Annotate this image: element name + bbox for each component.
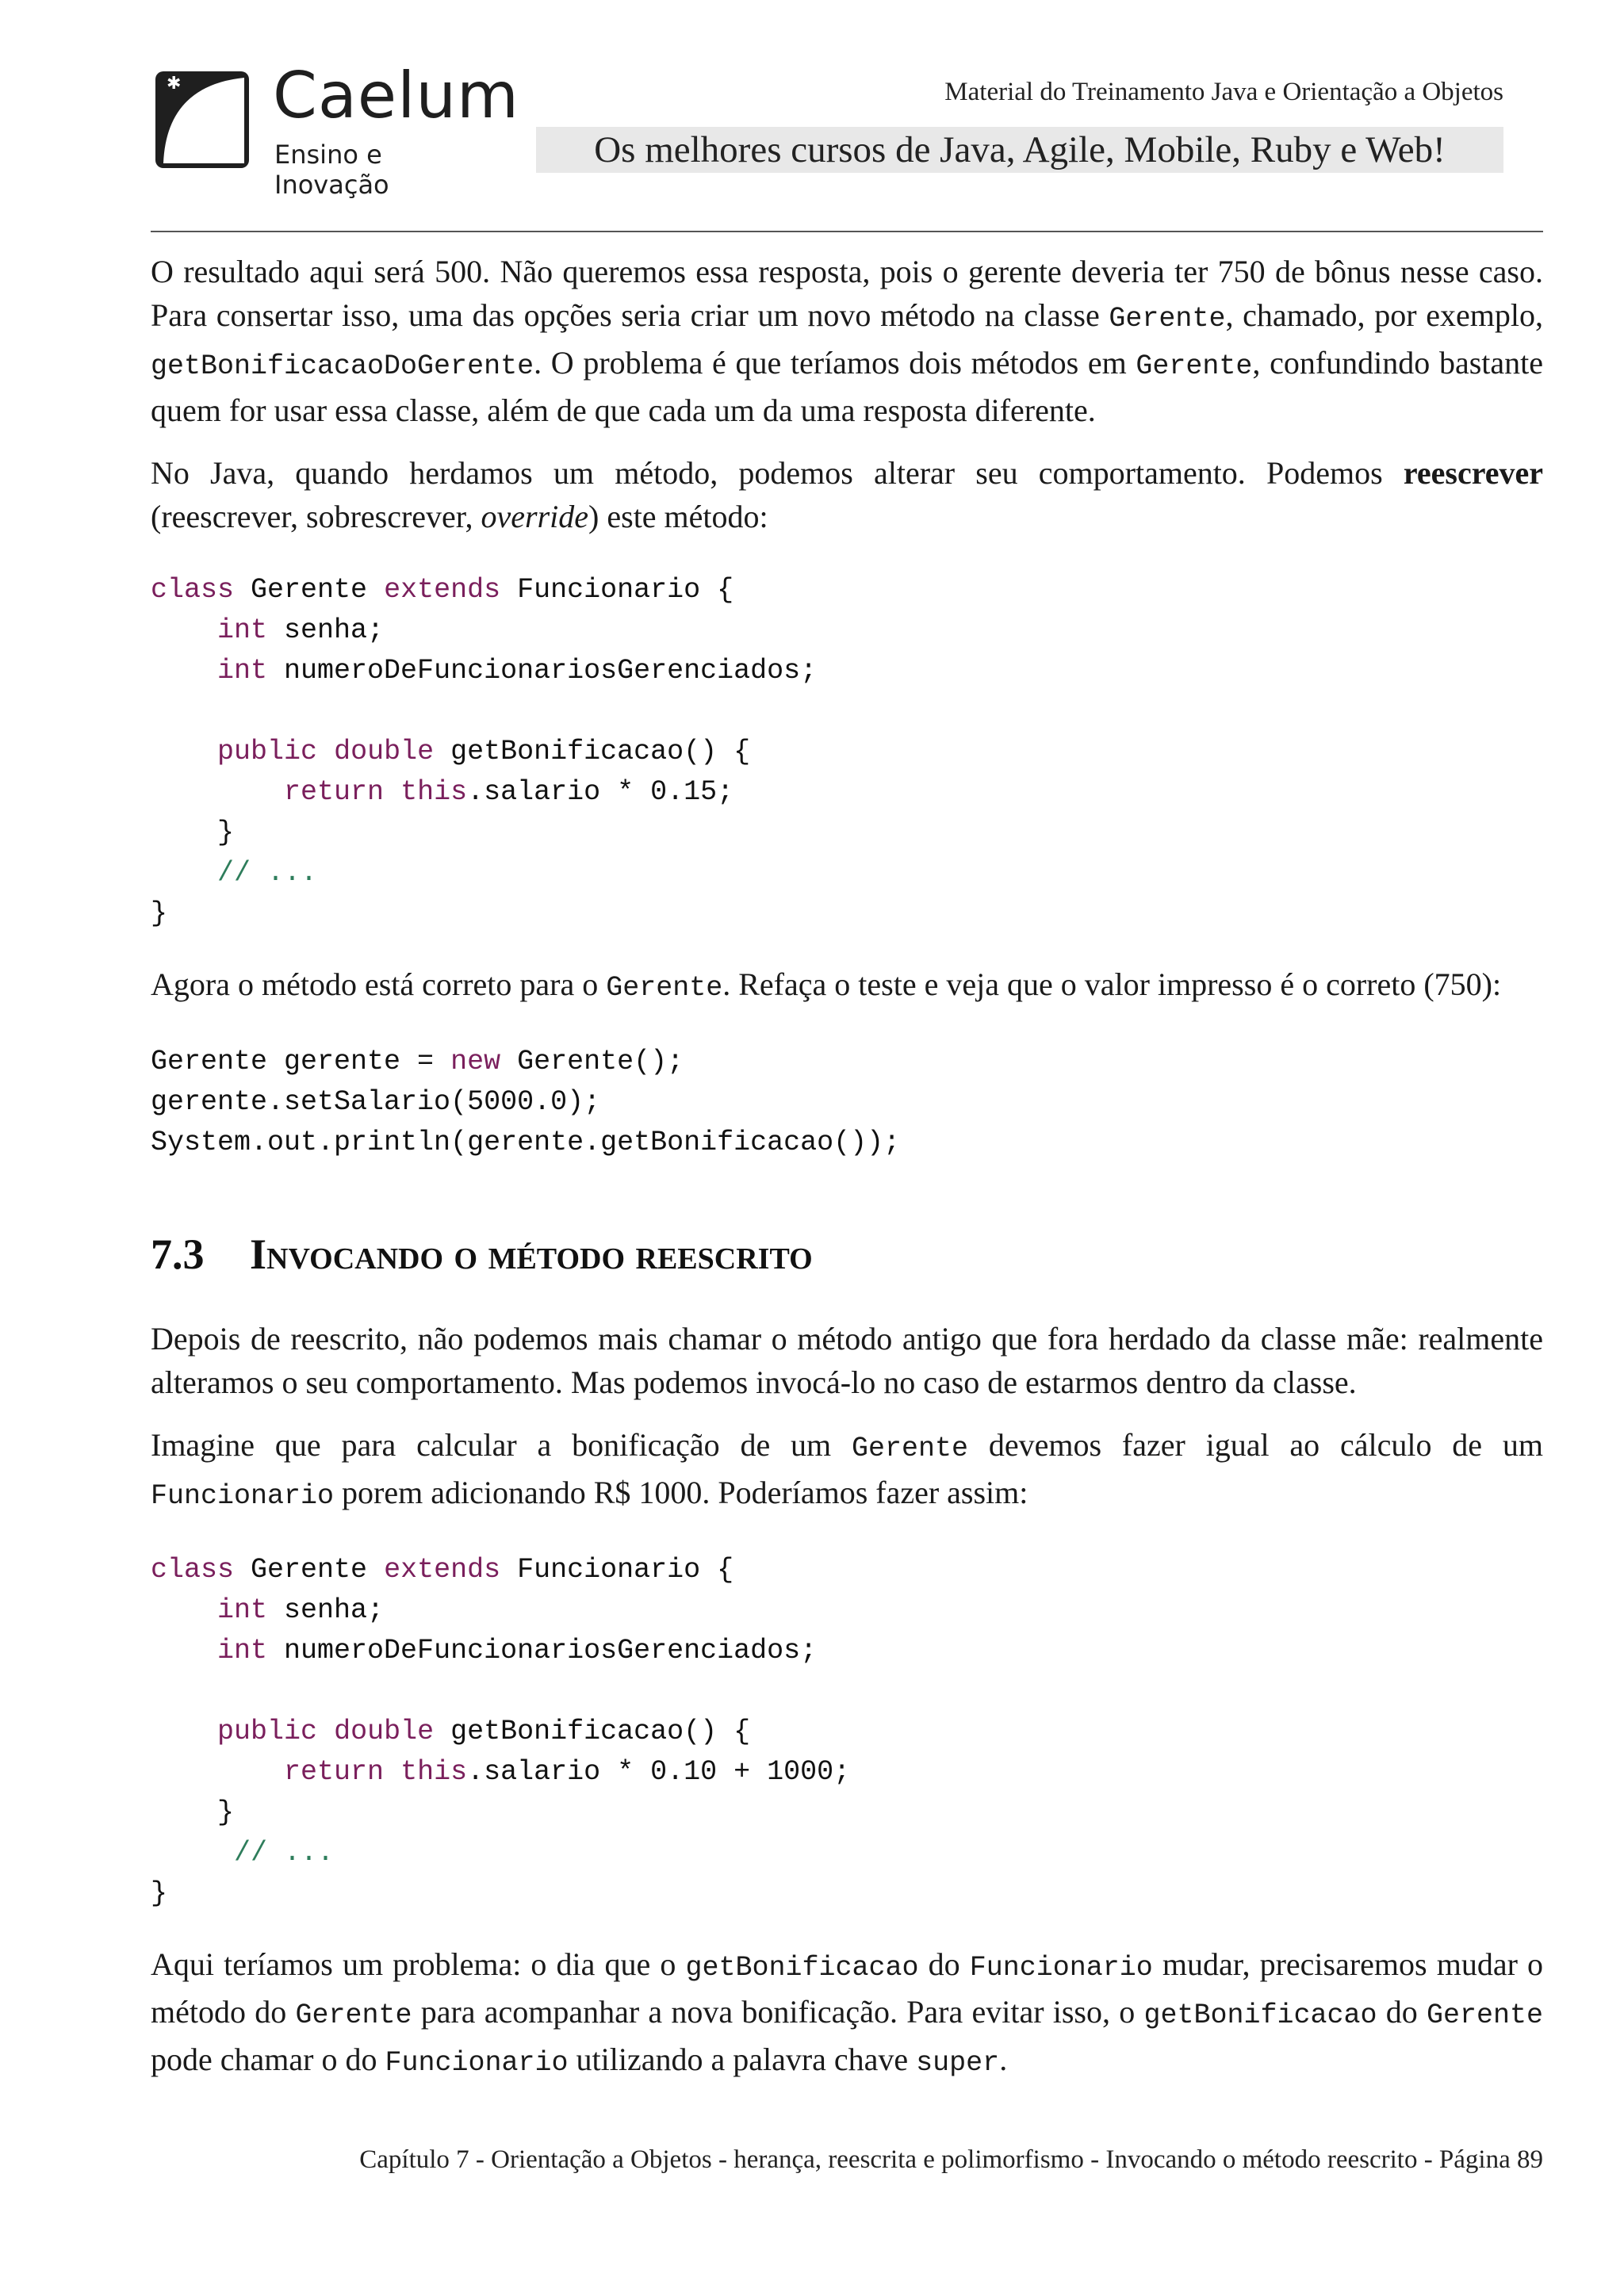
paragraph-4: Depois de reescrito, não podemos mais chamar o método antigo que fora herdado da classe mãe: realmente alteramos o seu comportamento. Mas podemos invocá-lo no caso de estarmos dentro da classe.	[151, 1321, 1543, 1400]
inline-code: Gerente	[606, 972, 723, 1004]
inline-code: Gerente	[1136, 350, 1253, 382]
logo-mark-icon	[155, 71, 249, 168]
logo-tagline: Ensino e Inovação	[274, 140, 389, 200]
inline-code: Gerente	[1426, 1999, 1543, 2031]
inline-code: super	[916, 2047, 1000, 2079]
header-divider	[151, 231, 1543, 232]
paragraph-2: No Java, quando herdamos um método, podemos alterar seu comportamento. Podemos reescrever (reescrever, sobrescrever, override) este método:	[151, 455, 1543, 534]
caelum-logo	[155, 59, 519, 200]
paragraph-3: Agora o método está correto para o Gerente. Refaça o teste e veja que o valor impresso é o correto (750):	[151, 966, 1502, 1004]
inline-code: Funcionario	[151, 1480, 335, 1512]
inline-code: Gerente	[295, 1999, 412, 2031]
paragraph-5: Imagine que para calcular a bonificação de um Gerente devemos fazer igual ao cálculo de um Funcionario porem adicionando R$ 1000. Poderíamos fazer assim:	[151, 1427, 1543, 1512]
bold-term: reescrever	[1403, 455, 1543, 491]
section-number: 7.3	[151, 1230, 205, 1278]
page-footer: Capítulo 7 - Orientação a Objetos - herança, reescrita e polimorfismo - Invocando o método reescrito - Página 89	[359, 2145, 1543, 2174]
inline-code: getBonificacao	[685, 1952, 919, 1984]
page-header	[0, 0, 1624, 200]
inline-code: Gerente	[852, 1433, 969, 1464]
svg-text:✱: ✱	[167, 74, 182, 94]
inline-code: Funcionario	[969, 1952, 1153, 1984]
code-block-1: class Gerente extends Funcionario { int senha; int numeroDeFuncionariosGerenciados; public double getBonificacao() { return this.salario * 0.15; } // ... }	[151, 574, 818, 929]
code-block-2: Gerente gerente = new Gerente(); gerente.setSalario(5000.0); System.out.println(gerente.getBonificacao());	[151, 1046, 901, 1158]
logo-name: Caelum	[273, 59, 519, 132]
italic-term: override	[481, 499, 589, 534]
section-heading	[151, 1226, 1543, 1282]
paragraph-1: O resultado aqui será 500. Não queremos essa resposta, pois o gerente deveria ter 750 de bônus nesse caso. Para consertar isso, uma das opções seria criar um novo método na classe Gerente, chamado, por exemplo, getBonificacaoDoGerente. O problema é que teríamos dois métodos em Gerente, confundindo bastante quem for usar essa classe, além de que cada um da uma resposta diferente.	[151, 254, 1543, 428]
page-content	[151, 250, 1543, 2104]
paragraph-6: Aqui teríamos um problema: o dia que o getBonificacao do Funcionario mudar, precisaremos mudar o método do Gerente para acompanhar a nova bonificação. Para evitar isso, o getBonificacao do Gerente pode chamar o do Funcionario utilizando a palavra chave super.	[151, 1946, 1544, 2079]
inline-code: Gerente	[1109, 303, 1226, 335]
inline-code: getBonificacao	[1143, 1999, 1377, 2031]
inline-code: getBonificacaoDoGerente	[151, 350, 534, 382]
section-title: Invocando o método reescrito	[250, 1230, 813, 1278]
header-banner: Os melhores cursos de Java, Agile, Mobile, Ruby e Web!	[536, 127, 1503, 173]
inline-code: Funcionario	[385, 2047, 569, 2079]
header-course-title: Material do Treinamento Java e Orientação a Objetos	[944, 78, 1503, 106]
code-block-3: class Gerente extends Funcionario { int senha; int numeroDeFuncionariosGerenciados; public double getBonificacao() { return this.salario * 0.10 + 1000; } // ... }	[151, 1554, 851, 1909]
